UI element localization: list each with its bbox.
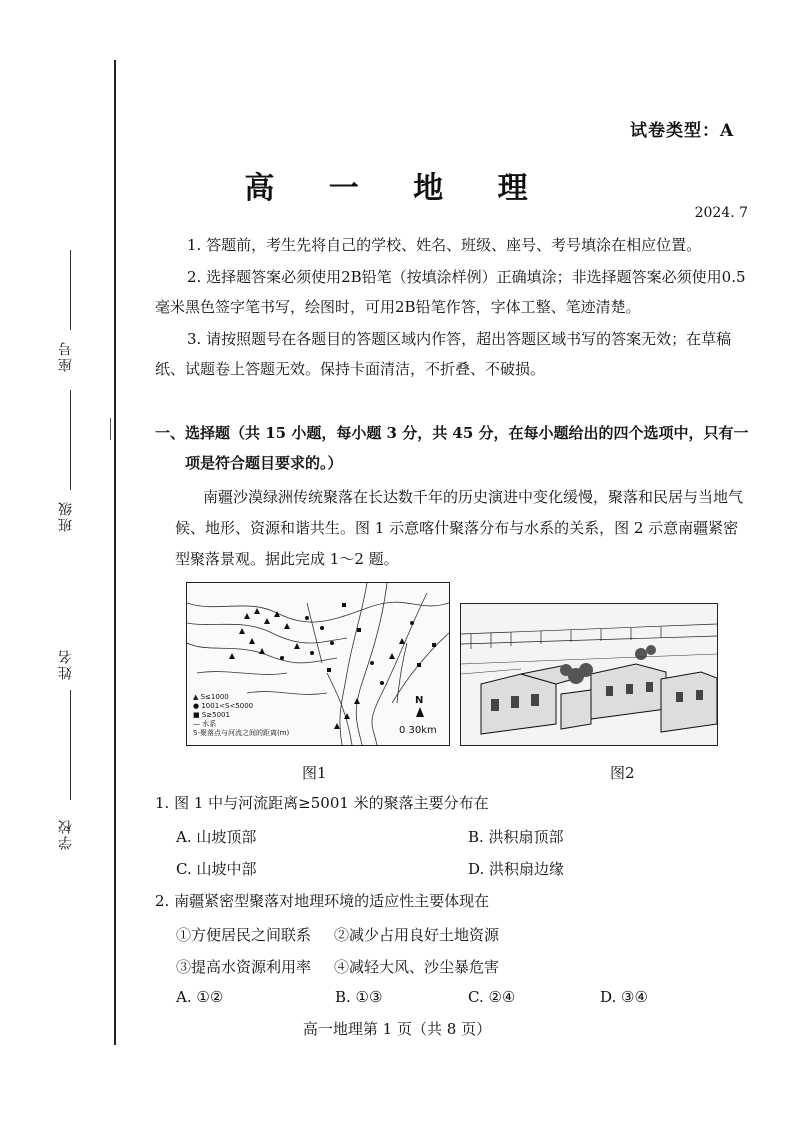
q2-statement-3: ③提高水资源利用率 bbox=[176, 958, 312, 976]
question-1-stem: 1. 图 1 中与河流距离≥5001 米的聚落主要分布在 bbox=[155, 794, 489, 812]
question-intro: 南疆沙漠绿洲传统聚落在长达数千年的历史演进中变化缓慢，聚落和民居与当地气候、地形、资源和谐共生。图 1 示意喀什聚落分布与水系的关系，图 2 示意南疆紧密型聚落景观。据此完成 1～2 题。 bbox=[175, 488, 744, 568]
instruction-1: 1. 答题前，考生先将自己的学校、姓名、班级、座号、考号填涂在相应位置。 bbox=[187, 236, 702, 254]
figure-1-map bbox=[186, 582, 450, 746]
legend-item: — 水系 bbox=[193, 720, 217, 728]
q2-statement-1: ①方便居民之间联系 bbox=[176, 926, 312, 944]
q2-statement-4: ④减轻大风、沙尘暴危害 bbox=[334, 958, 500, 976]
margin-tick bbox=[110, 418, 111, 440]
section-heading bbox=[155, 418, 755, 478]
section-heading-line2: 项是符合题目要求的。） bbox=[185, 454, 343, 472]
name-label: 姓名 bbox=[58, 648, 74, 680]
instruction-2: 2. 选择题答案必须使用2B铅笔（按填涂样例）正确填涂；非选择题答案必须使用0.5毫米黑色签字笔书写，绘图时，可用2B铅笔作答，字体工整、笔迹清楚。 bbox=[155, 268, 746, 316]
settlement-sketch bbox=[461, 604, 717, 745]
legend-item: S-聚落点与河流之间的距离(m) bbox=[193, 729, 290, 737]
q2-option-c[interactable]: C. ②④ bbox=[468, 988, 516, 1006]
q1-option-a[interactable]: A. 山坡顶部 bbox=[176, 828, 257, 846]
q2-option-b[interactable]: B. ①③ bbox=[335, 988, 383, 1006]
exam-no-blank[interactable] bbox=[70, 250, 71, 330]
map-legend bbox=[193, 693, 289, 738]
section-heading-line1: 一、选择题（共 15 小题，每小题 3 分，共 45 分，在每小题给出的四个选项中，只有一 bbox=[155, 424, 749, 442]
q1-option-d[interactable]: D. 洪积扇边缘 bbox=[468, 860, 565, 878]
map-scale: 0 30km bbox=[399, 725, 437, 736]
q1-option-c[interactable]: C. 山坡中部 bbox=[176, 860, 257, 878]
class-label: 班级 bbox=[58, 500, 74, 532]
q2-option-d[interactable]: D. ③④ bbox=[600, 988, 648, 1006]
paper-type: 试卷类型：A bbox=[630, 121, 735, 141]
q2-statement-2: ②减少占用良好土地资源 bbox=[334, 926, 500, 944]
class-blank[interactable] bbox=[70, 390, 71, 490]
legend-item: ■ S≥5001 bbox=[193, 711, 230, 719]
figure-2-image bbox=[460, 603, 718, 746]
exam-date: 2024. 7 bbox=[694, 205, 748, 221]
page-footer: 高一地理第 1 页（共 8 页） bbox=[302, 1020, 492, 1038]
figure-1-caption: 图1 bbox=[302, 764, 327, 782]
exam-no-label: 座号 bbox=[58, 340, 74, 372]
school-label: 学校 bbox=[58, 818, 74, 850]
name-blank[interactable] bbox=[70, 690, 71, 800]
legend-item: ▲ S≤1000 bbox=[193, 693, 229, 701]
north-arrow-label: N bbox=[415, 695, 424, 706]
figure-2-caption: 图2 bbox=[610, 764, 635, 782]
q2-option-a[interactable]: A. ①② bbox=[176, 988, 224, 1006]
instruction-3: 3. 请按照题号在各题目的答题区域内作答，超出答题区域书写的答案无效；在草稿纸、试题卷上答题无效。保持卡面清洁，不折叠、不破损。 bbox=[155, 330, 732, 378]
north-arrow-icon bbox=[416, 707, 424, 717]
question-2-stem: 2. 南疆紧密型聚落对地理环境的适应性主要体现在 bbox=[155, 892, 490, 910]
page-title: 高 一 地 理 bbox=[244, 171, 550, 206]
q1-option-b[interactable]: B. 洪积扇顶部 bbox=[468, 828, 564, 846]
binding-margin-line bbox=[114, 60, 116, 1045]
legend-item: ● 1001<S<5000 bbox=[193, 702, 254, 710]
